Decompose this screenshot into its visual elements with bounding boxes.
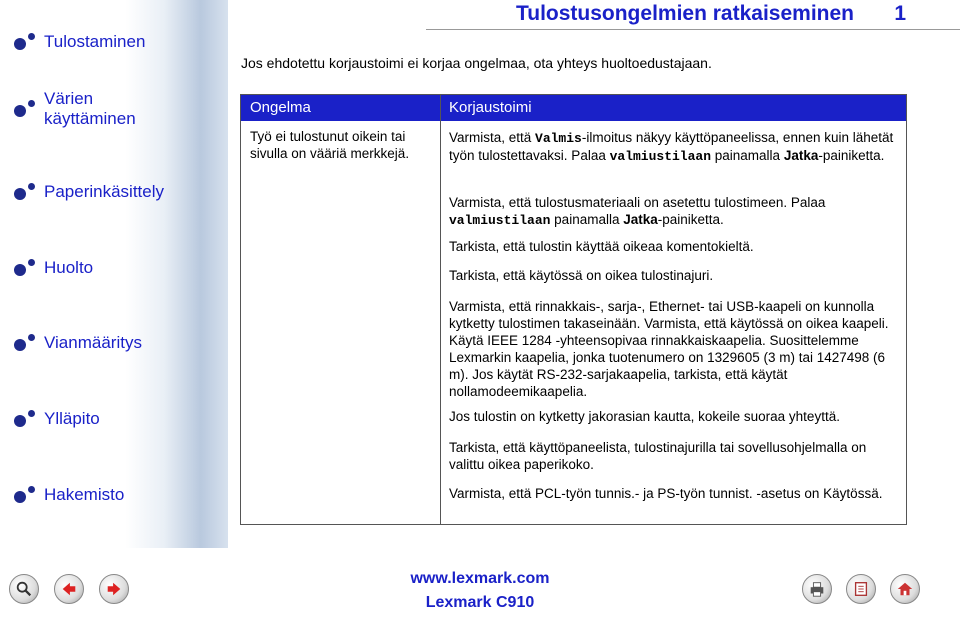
search-icon <box>15 580 33 598</box>
column-header-problem: Ongelma <box>250 99 311 116</box>
action-item: Varmista, että PCL-työn tunnis.- ja PS-työn tunnist. -asetus on Käytössä. <box>449 486 883 501</box>
back-button[interactable] <box>54 574 84 604</box>
bullet-icon <box>8 330 42 356</box>
forward-arrow-icon <box>105 580 123 598</box>
action-item: Varmista, että tulostusmateriaali on asetettu tulostimeen. Palaa valmiustilaan painamalla Jatka-painiketta. <box>449 195 826 228</box>
sidebar <box>0 0 228 548</box>
table-header <box>241 95 906 121</box>
print-icon <box>808 580 826 598</box>
footer-url-link[interactable]: www.lexmark.com <box>410 570 550 587</box>
page-header <box>426 0 960 30</box>
home-icon <box>896 580 914 598</box>
sidebar-item-label: Ylläpito <box>44 409 100 428</box>
sidebar-item-varien-kayttaminen[interactable] <box>8 84 208 134</box>
action-item: Tarkista, että käyttöpaneelista, tulostinajurilla tai sovellusohjelmalla on valittu oikea paperikoko. <box>449 440 867 472</box>
troubleshooting-table <box>240 94 907 525</box>
sidebar-item-vianmaaritys[interactable] <box>8 323 208 363</box>
bullet-icon <box>8 255 42 281</box>
sidebar-item-yllapito[interactable] <box>8 399 208 439</box>
sidebar-item-tulostaminen[interactable] <box>8 22 208 62</box>
sidebar-item-label: Paperinkäsittely <box>44 182 165 201</box>
sidebar-item-label: Vianmääritys <box>44 333 142 352</box>
contents-button[interactable] <box>846 574 876 604</box>
header-rule <box>426 29 960 30</box>
column-divider <box>440 95 441 524</box>
sidebar-item-hakemisto[interactable] <box>8 475 208 515</box>
action-item: Jos tulostin on kytketty jakorasian kautta, kokeile suoraa yhteyttä. <box>449 409 840 424</box>
action-item: Varmista, että rinnakkais-, sarja-, Ethernet- tai USB-kaapeli on kunnolla kytketty tulostimen takaseinään. Varmista, että käytössä on oikea kaapeli. Käytä IEEE 1284 -yhteensopivaa rinnakkaiskaapelia. Suosittelemme Lexmarkin kaapelia, jonka tuotenumero on 1329605 (3 m) tai 1427498 (6 m). Jos käytät RS-232-sarjakaapelia, tarkista, että käytät nollamodeemikaapelia. <box>449 299 889 399</box>
home-button[interactable] <box>890 574 920 604</box>
bullet-icon <box>8 179 42 205</box>
bullet-icon <box>8 406 42 432</box>
column-header-action: Korjaustoimi <box>449 99 532 116</box>
action-item: Tarkista, että tulostin käyttää oikeaa komentokieltä. <box>449 239 754 254</box>
action-item: Tarkista, että käytössä on oikea tulostinajuri. <box>449 268 714 283</box>
search-button[interactable] <box>9 574 39 604</box>
print-button[interactable] <box>802 574 832 604</box>
page-number: 1 <box>894 2 906 25</box>
intro-text: Jos ehdotettu korjaustoimi ei korjaa ongelmaa, ota yhteys huoltoedustajaan. <box>241 55 712 71</box>
sidebar-item-paperinkasittely[interactable] <box>8 172 208 212</box>
page-title: Tulostusongelmien ratkaiseminen <box>515 2 854 25</box>
sidebar-item-label: Huolto <box>44 258 94 277</box>
back-arrow-icon <box>60 580 78 598</box>
action-item: Varmista, että Valmis-ilmoitus näkyy käyttöpaneelissa, ennen kuin lähetät työn tulostettavaksi. Palaa valmiustilaan painamalla Jatka-painiketta. <box>449 130 894 164</box>
problem-text: Työ ei tulostunut oikein tai sivulla on vääriä merkkejä. <box>250 129 410 161</box>
footer-product: Lexmark C910 <box>425 594 535 611</box>
sidebar-item-huolto[interactable] <box>8 248 208 288</box>
contents-icon <box>852 580 870 598</box>
sidebar-item-label: Värien käyttäminen <box>44 89 136 128</box>
bullet-icon <box>8 482 42 508</box>
bullet-icon <box>8 29 42 55</box>
forward-button[interactable] <box>99 574 129 604</box>
sidebar-item-label: Tulostaminen <box>44 32 146 51</box>
sidebar-item-label: Hakemisto <box>44 485 125 504</box>
bullet-icon <box>8 96 42 122</box>
